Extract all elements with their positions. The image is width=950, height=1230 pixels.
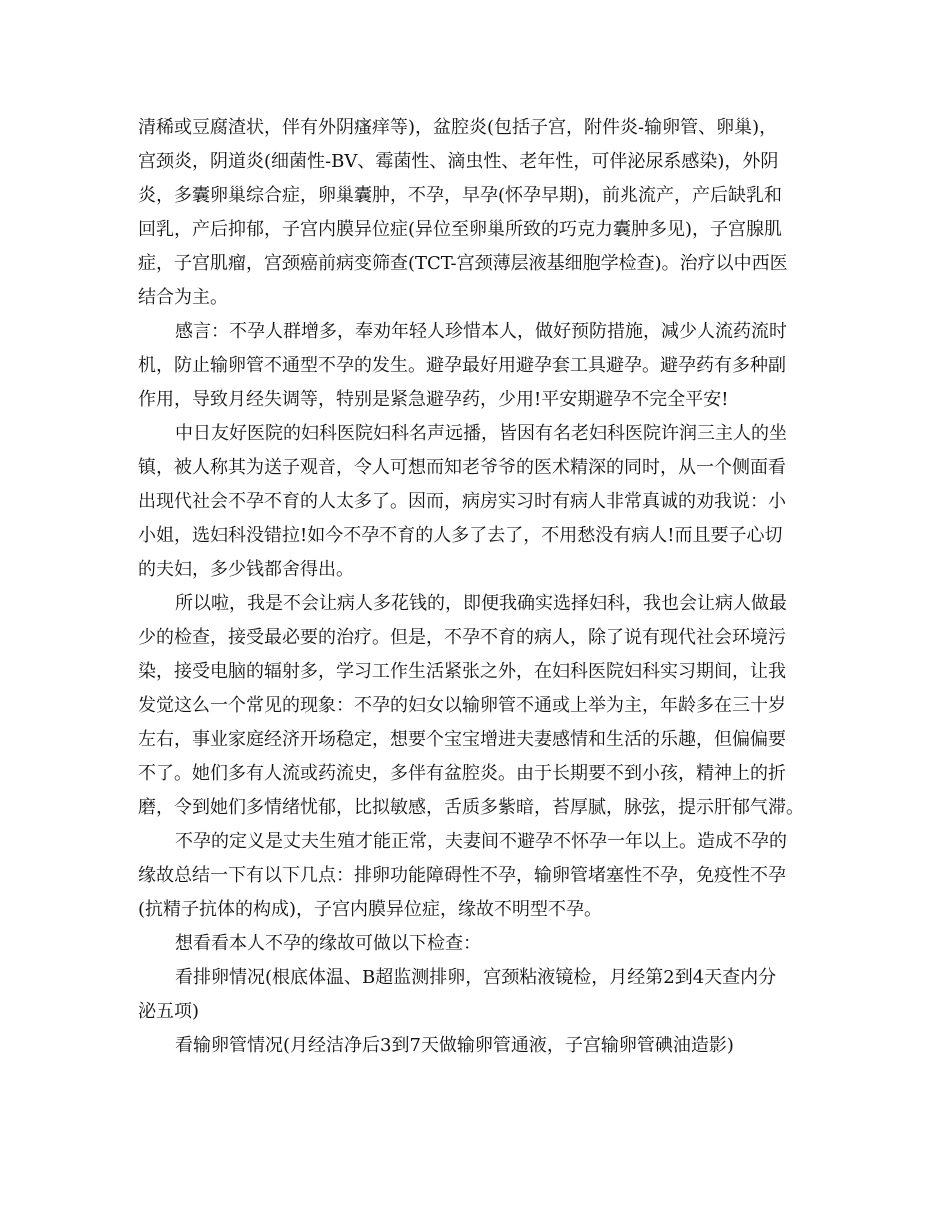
paragraph-first-line: 想看看本人不孕的缘故可做以下检查： <box>175 933 481 954</box>
text-line: (抗精子抗体的构成)，子宫内膜异位症，缘故不明型不孕。 <box>138 899 603 920</box>
text-line: 宫颈炎，阴道炎(细菌性-BV、霉菌性、滴虫性、老年性，可伴泌尿系感染)，外阴 <box>138 151 779 172</box>
text-line: 缘故总结一下有以下几点：排卵功能障碍性不孕，输卵管堵塞性不孕，免疫性不孕 <box>138 865 786 886</box>
text-line: 回乳，产后抑郁，子宫内膜异位症(异位至卵巢所致的巧克力囊肿多见)，子宫腺肌 <box>138 219 783 240</box>
text-line: 少的检查，接受最必要的治疗。但是，不孕不育的病人，除了说有现代社会环境污 <box>138 627 786 648</box>
text-line: 小姐，选妇科没错拉!如今不孕不育的人多了去了，不用愁没有病人!而且要子心切 <box>138 525 783 546</box>
text-line: 机，防止输卵管不通型不孕的发生。避孕最好用避孕套工具避孕。避孕药有多种副 <box>138 355 786 376</box>
text-line: 清稀或豆腐渣状，伴有外阴瘙痒等)，盆腔炎(包括子宫，附件炎-输卵管、卵巢)， <box>138 117 778 138</box>
text-line: 出现代社会不孕不育的人太多了。因而，病房实习时有病人非常真诚的劝我说：小 <box>138 491 786 512</box>
paragraph-first-line: 看排卵情况(根底体温、B超监测排卵，宫颈粘液镜检，月经第2到4天查内分 <box>175 967 777 988</box>
text-line: 磨，令到她们多情绪忧郁，比拟敏感，舌质多紫暗，苔厚腻，脉弦，提示肝郁气滞。 <box>138 797 804 818</box>
text-line: 镇，被人称其为送子观音，令人可想而知老爷爷的医术精深的同时，从一个侧面看 <box>138 457 786 478</box>
paragraph-first-line: 中日友好医院的妇科医院妇科名声远播，皆因有名老妇科医院许润三主人的坐 <box>175 423 787 444</box>
paragraph-first-line: 感言：不孕人群增多，奉劝年轻人珍惜本人，做好预防措施，减少人流药流时 <box>175 321 787 342</box>
text-line: 左右，事业家庭经济开场稳定，想要个宝宝增进夫妻感情和生活的乐趣，但偏偏要 <box>138 729 786 750</box>
text-line: 不了。她们多有人流或药流史，多伴有盆腔炎。由于长期要不到小孩，精神上的折 <box>138 763 786 784</box>
text-line: 症，子宫肌瘤，宫颈癌前病变筛查(TCT-宫颈薄层液基细胞学检查)。治疗以中西医 <box>138 253 788 274</box>
paragraph-first-line: 所以啦，我是不会让病人多花钱的，即便我确实选择妇科，我也会让病人做最 <box>175 593 787 614</box>
text-line: 作用，导致月经失调等，特别是紧急避孕药，少用!平安期避孕不完全平安! <box>138 389 729 410</box>
text-line: 的夫妇，多少钱都舍得出。 <box>138 559 354 580</box>
text-line: 结合为主。 <box>138 287 228 308</box>
paragraph-first-line: 看输卵管情况(月经洁净后3到7天做输卵管通液，子宫输卵管碘油造影) <box>175 1035 734 1056</box>
text-line: 炎，多囊卵巢综合症，卵巢囊肿，不孕，早孕(怀孕早期)，前兆流产，产后缺乳和 <box>138 185 783 206</box>
text-line: 染，接受电脑的辐射多，学习工作生活紧张之外，在妇科医院妇科实习期间，让我 <box>138 661 786 682</box>
text-line: 发觉这么一个常见的现象：不孕的妇女以输卵管不通或上举为主，年龄多在三十岁 <box>138 695 786 716</box>
paragraph-first-line: 不孕的定义是丈夫生殖才能正常，夫妻间不避孕不怀孕一年以上。造成不孕的 <box>175 831 787 852</box>
text-line: 泌五项) <box>138 1001 200 1022</box>
